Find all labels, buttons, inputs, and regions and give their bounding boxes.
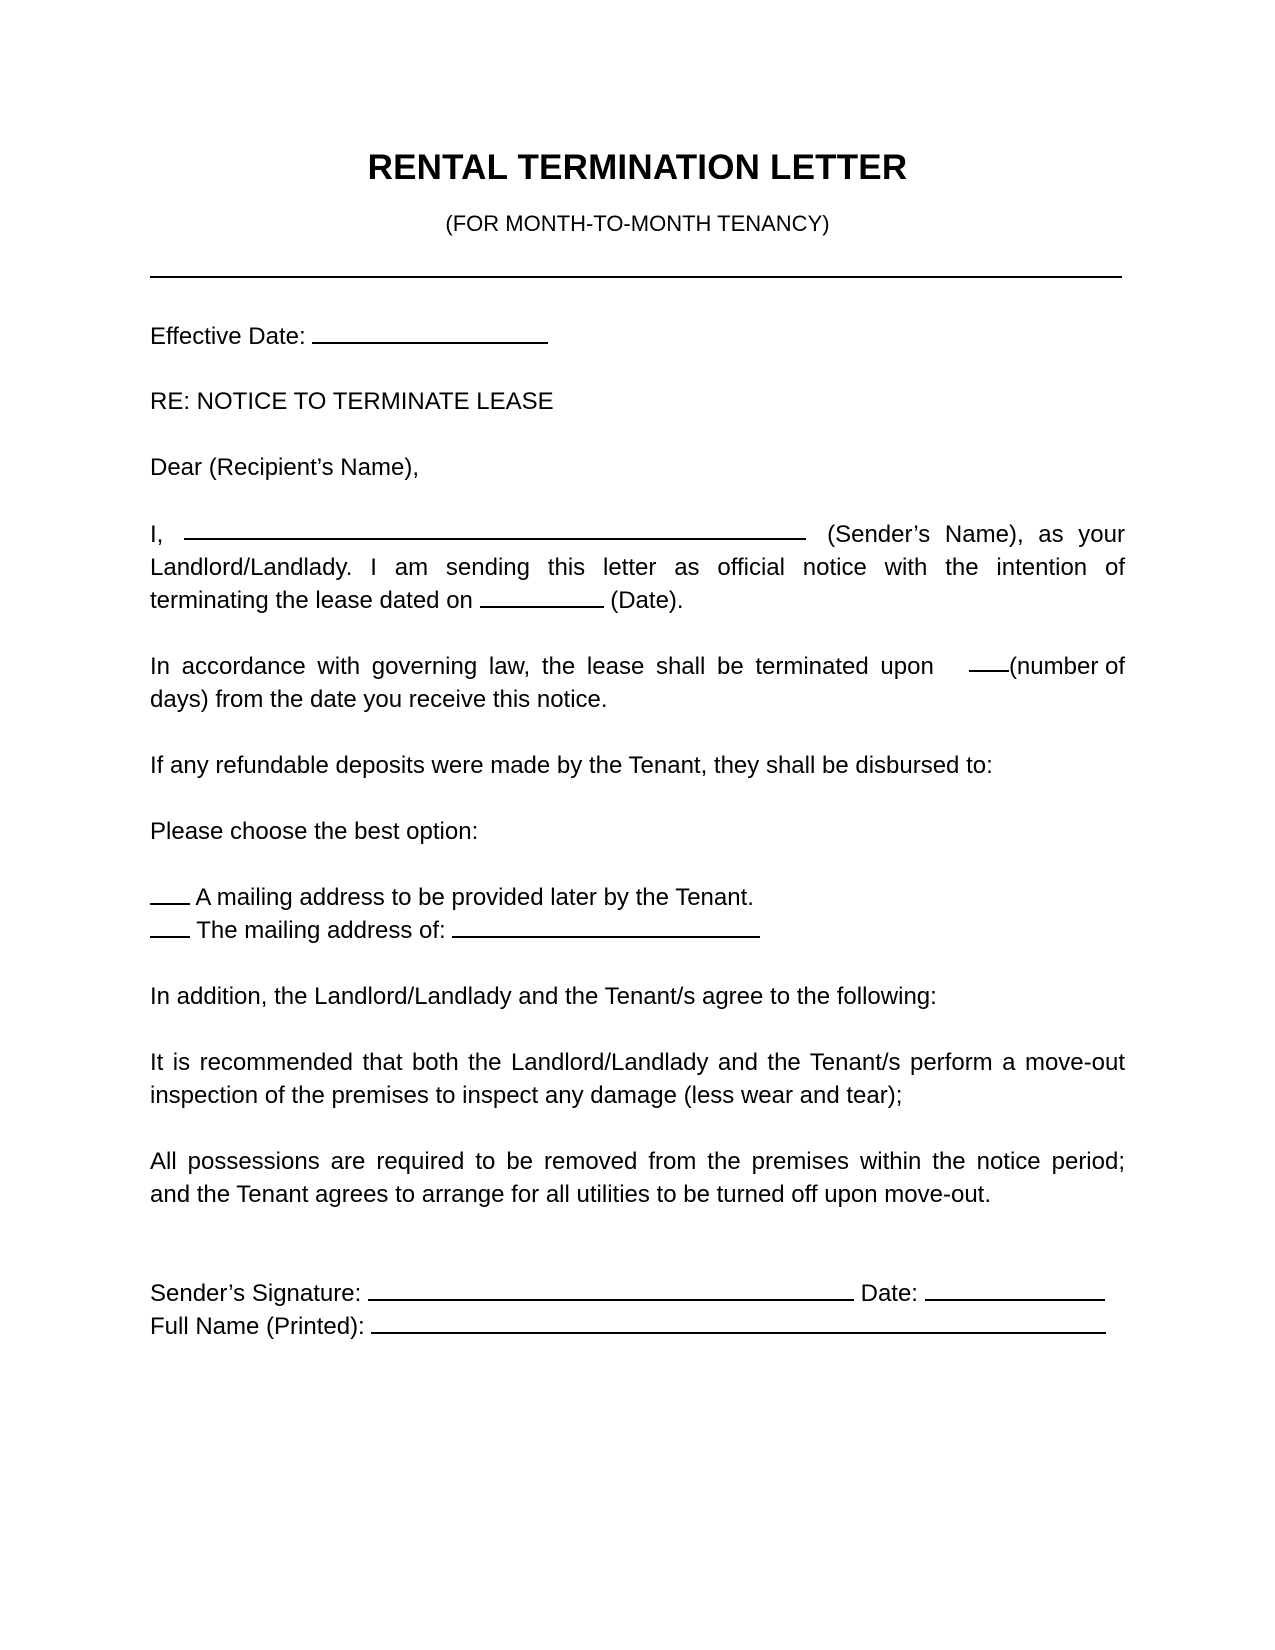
- lease-date-suffix: (Date).: [610, 587, 684, 614]
- intro-line-3: [150, 584, 1125, 617]
- signature-date-field[interactable]: [925, 1279, 1105, 1301]
- printed-name-field[interactable]: [371, 1312, 1106, 1334]
- lease-date-field[interactable]: [480, 586, 604, 608]
- option-1-checkbox[interactable]: [150, 883, 190, 905]
- termination-days-group: [969, 650, 1125, 683]
- option-1-row: [150, 881, 1125, 914]
- signature-row: [150, 1277, 1125, 1310]
- number-of-days-field[interactable]: [969, 650, 1009, 672]
- option-2-row: [150, 914, 1125, 947]
- sender-name-field[interactable]: [184, 518, 806, 540]
- possessions-line-2: and the Tenant agrees to arrange for all utilities to be turned off upon move-out.: [150, 1181, 991, 1208]
- intro-prefix: I,: [150, 521, 164, 548]
- signature-field[interactable]: [368, 1279, 854, 1301]
- option-2-checkbox[interactable]: [150, 916, 190, 938]
- termination-line-2: days) from the date you receive this notice.: [150, 686, 608, 713]
- signature-label: Sender’s Signature:: [150, 1280, 362, 1307]
- intro-line-2: Landlord/Landlady. I am sending this letter as official notice with the intention of: [150, 554, 1125, 581]
- mailing-address-field[interactable]: [452, 916, 760, 938]
- effective-date-label: Effective Date:: [150, 323, 306, 350]
- salutation: Dear (Recipient’s Name),: [150, 454, 419, 481]
- re-line: RE: NOTICE TO TERMINATE LEASE: [150, 388, 554, 415]
- option-1-label: A mailing address to be provided later by the Tenant.: [195, 884, 754, 911]
- effective-date-field[interactable]: [312, 322, 548, 344]
- option-2-label: The mailing address of:: [196, 917, 446, 944]
- printed-name-row: [150, 1310, 1125, 1343]
- termination-suffix: (number of: [1008, 653, 1125, 680]
- intro-line-1: [150, 518, 1125, 551]
- signature-date-label: Date:: [860, 1280, 918, 1307]
- termination-prefix: In accordance with governing law, the lease shall be terminated upon: [150, 653, 934, 680]
- effective-date-row: [150, 320, 1125, 353]
- inspection-line-2: inspection of the premises to inspect any damage (less wear and tear);: [150, 1082, 903, 1109]
- possessions-line-1: All possessions are required to be removed from the premises within the notice period;: [150, 1148, 1125, 1175]
- header-divider: [150, 276, 1122, 278]
- termination-line-1: [150, 650, 1125, 683]
- inspection-line-1: It is recommended that both the Landlord/Landlady and the Tenant/s perform a move-out: [150, 1049, 1125, 1076]
- lease-date-prefix: terminating the lease dated on: [150, 587, 473, 614]
- page-subtitle: (FOR MONTH-TO-MONTH TENANCY): [445, 211, 830, 236]
- page-title: RENTAL TERMINATION LETTER: [367, 148, 908, 187]
- choose-option-text: Please choose the best option:: [150, 818, 479, 845]
- printed-name-label: Full Name (Printed):: [150, 1313, 365, 1340]
- agreement-text: In addition, the Landlord/Landlady and the Tenant/s agree to the following:: [150, 983, 937, 1010]
- deposits-text: If any refundable deposits were made by the Tenant, they shall be disbursed to:: [150, 752, 993, 779]
- sender-name-hint: (Sender’s Name), as your: [827, 521, 1125, 548]
